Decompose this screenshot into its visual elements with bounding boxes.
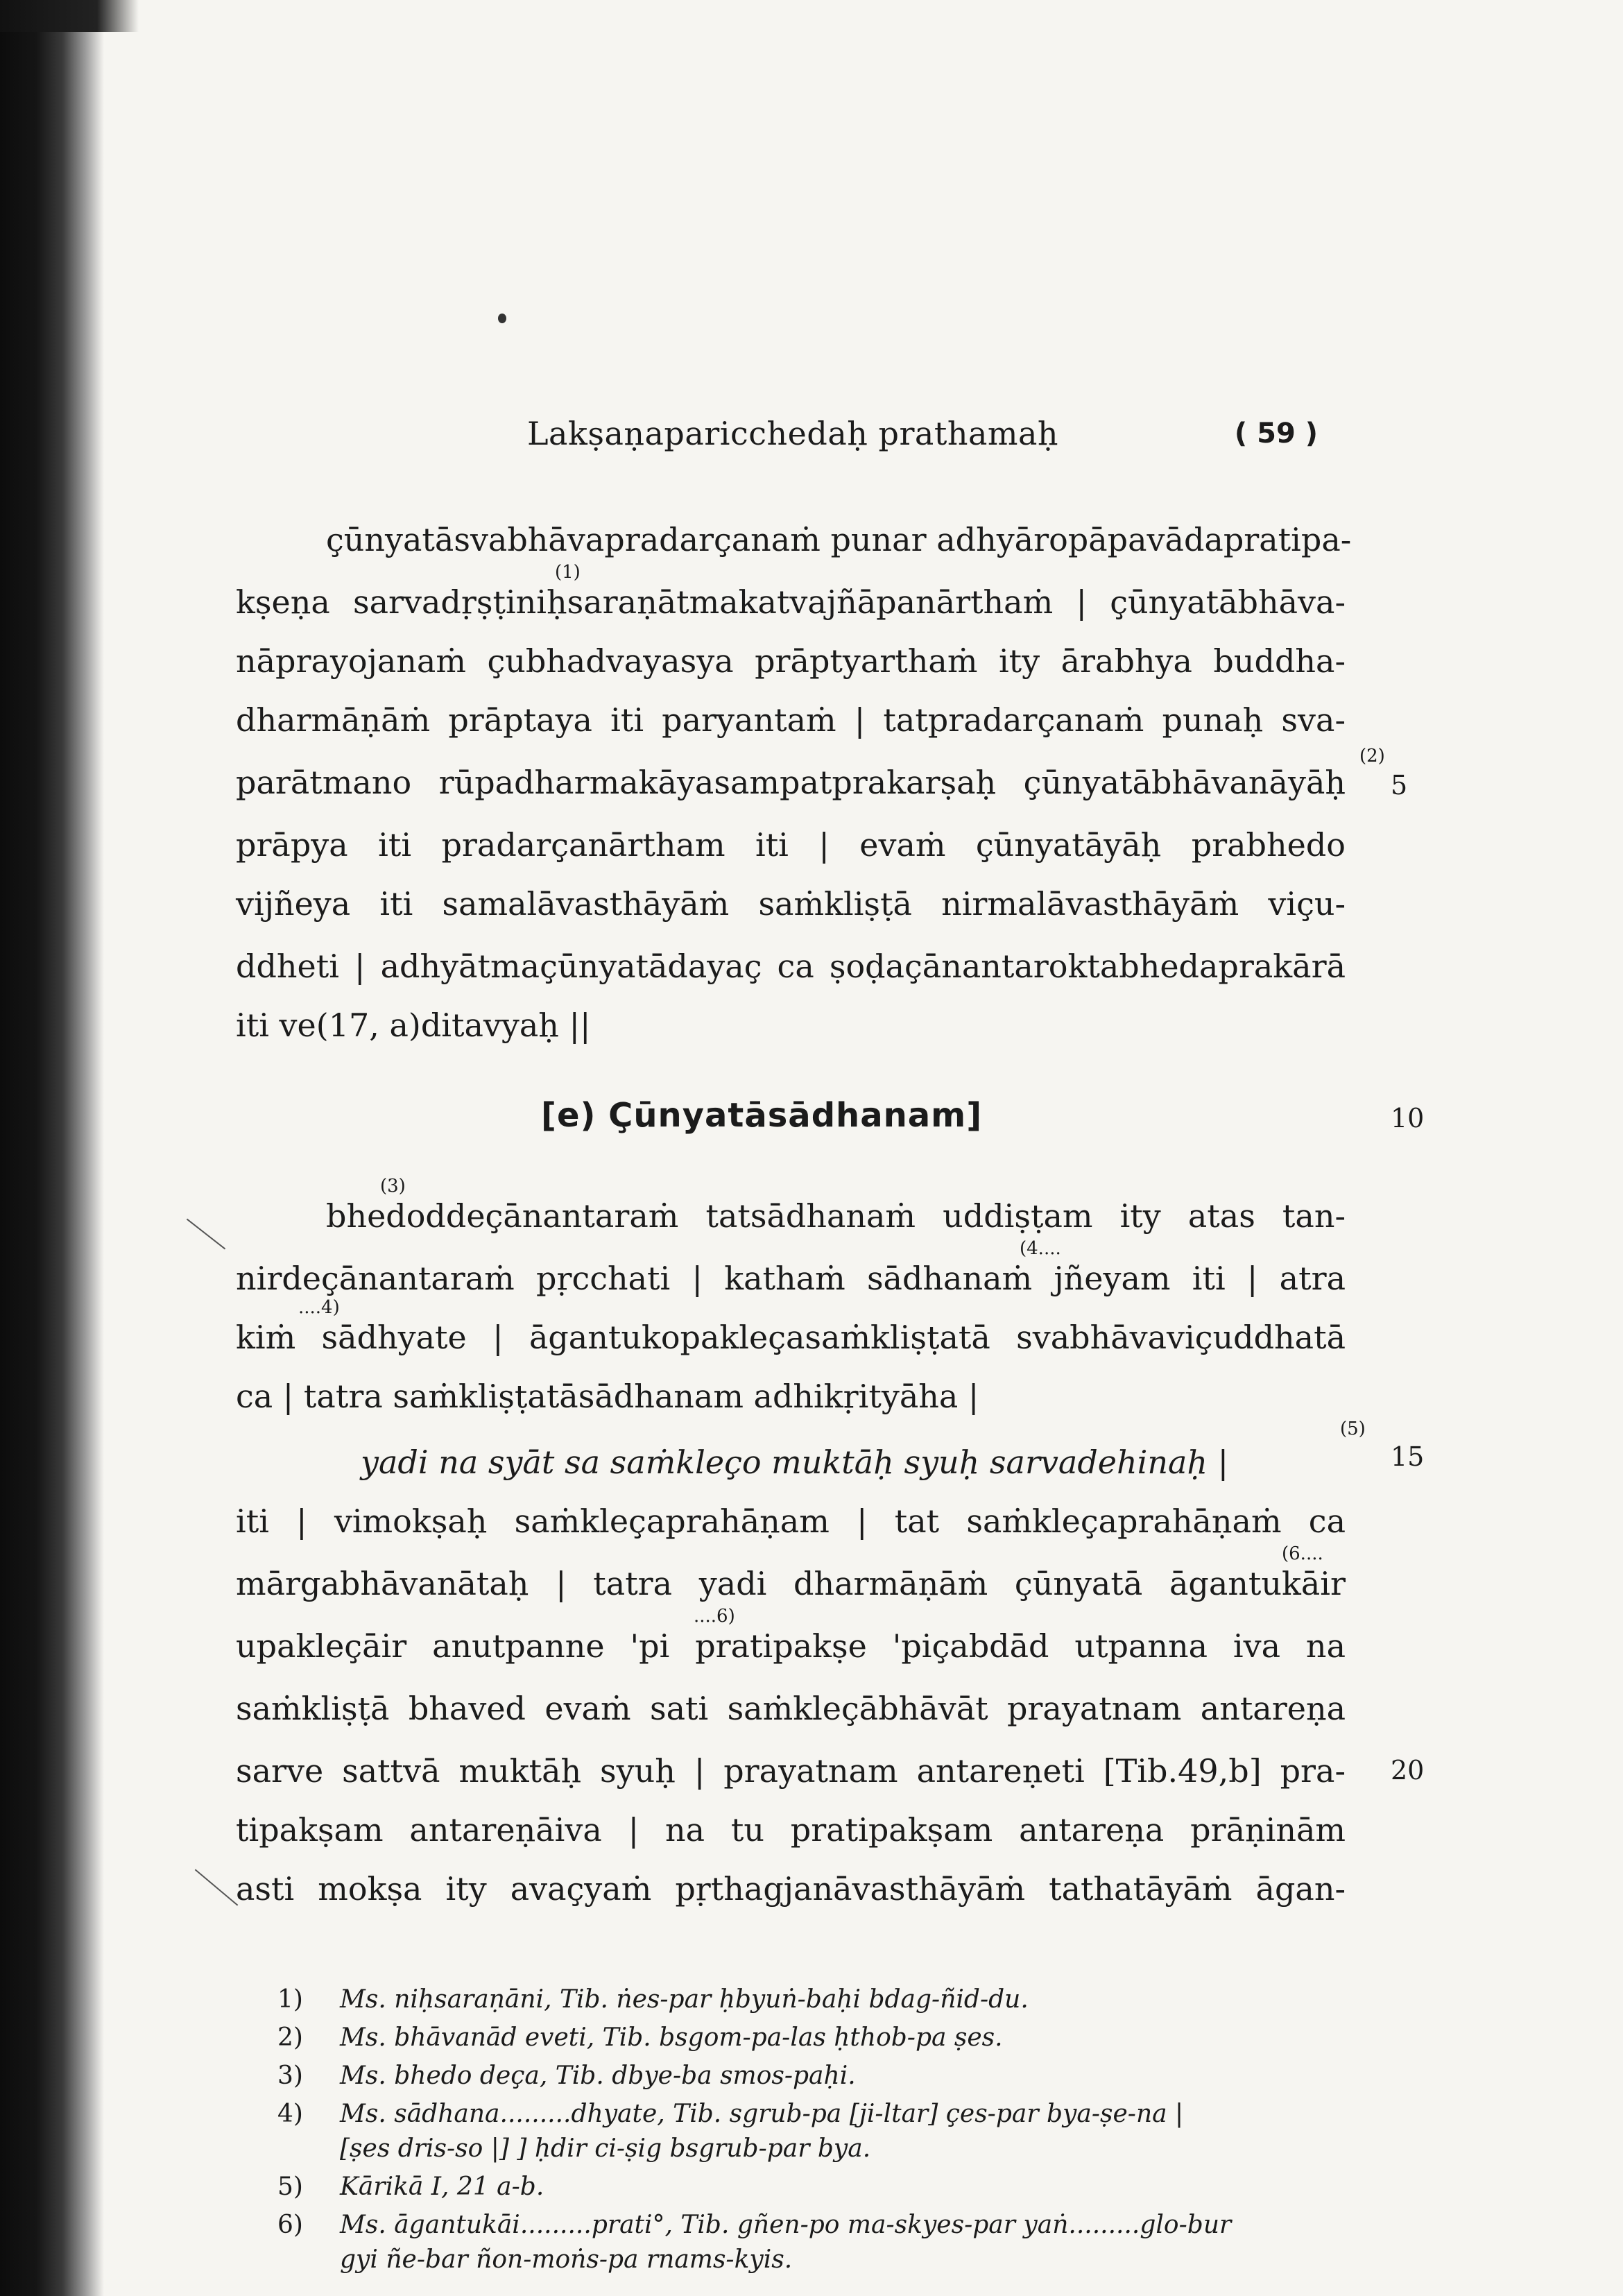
footnote-ref: ....4): [298, 1297, 340, 1318]
book-binding-shadow: [0, 0, 104, 2296]
text-line: iti | vimokṣaḥ saṁkleçaprahāṇam | tat saṁkleçaprahāṇaṁ ca: [236, 1502, 1346, 1540]
margin-pencil-mark: [187, 1219, 225, 1250]
footnote-ref: (2): [1359, 746, 1385, 766]
text-line: nirdeçānantaraṁ pṛcchati | kathaṁ sādhanaṁ jñeyam iti | atra: [236, 1260, 1346, 1297]
text-line: kṣeṇa sarvadṛṣṭiniḥsaraṇātmakatvajñāpanārthaṁ | çūnyatābhāva-: [236, 583, 1346, 621]
footnote: [277, 2025, 1359, 2050]
ink-spot: [498, 314, 506, 323]
footnote: [277, 2213, 1359, 2238]
footnote-number: 4): [277, 2100, 303, 2128]
verse-line: yadi na syāt sa saṁkleço muktāḥ syuḥ sarvadehinaḥ |: [361, 1443, 1229, 1481]
footnote-ref: ....6): [694, 1606, 735, 1627]
line-number-5: 5: [1391, 770, 1408, 800]
line-number-15: 15: [1391, 1441, 1425, 1472]
footnote-ref: (5): [1340, 1419, 1366, 1439]
running-title: Lakṣaṇaparicchedaḥ prathamaḥ: [527, 415, 1059, 452]
footnote-number: 2): [277, 2023, 303, 2052]
footnote-text: Ms. bhāvanād eveti, Tib. bsgom-pa-las ḥthob-pa ṣes.: [340, 2023, 1003, 2052]
text-line: ddheti | adhyātmaçūnyatādayaç ca ṣoḍaçānantaroktabhedaprakārā: [236, 948, 1346, 985]
text-line: saṁkliṣṭā bhaved evaṁ sati saṁkleçābhāvāt prayatnam antareṇa: [236, 1690, 1346, 1727]
text-line: iti ve(17, a)ditavyaḥ ||: [236, 1006, 591, 1044]
page-number: ( 59 ): [1234, 418, 1318, 449]
footnote-text: Ms. bhedo deça, Tib. dbye-ba smos-paḥi.: [340, 2062, 856, 2090]
footnote-number: 6): [277, 2211, 303, 2239]
footnote-ref: (4....: [1020, 1238, 1061, 1259]
footnote: [277, 2175, 1359, 2200]
footnote-ref: (6....: [1282, 1543, 1323, 1564]
footnote-text: [ṣes dris-so |] ] ḥdir ci-ṣig bsgrub-par bya.: [340, 2134, 871, 2163]
text-line: parātmano rūpadharmakāyasampatprakarṣaḥ çūnyatābhāvanāyāḥ: [236, 764, 1346, 801]
footnote-ref: (3): [380, 1176, 406, 1197]
line-number-20: 20: [1391, 1755, 1425, 1785]
footnote-number: 1): [277, 1985, 303, 2014]
text-line: çūnyatāsvabhāvapradarçanaṁ punar adhyāropāpavādapratipa-: [326, 521, 1352, 558]
text-line: prāpya iti pradarçanārtham iti | evaṁ çūnyatāyāḥ prabhedo: [236, 826, 1346, 864]
text-line: tipakṣam antareṇāiva | na tu pratipakṣam antareṇa prāṇinām: [236, 1811, 1346, 1849]
footnote-number: 5): [277, 2173, 303, 2201]
footnote-text: Ms. āgantukāi.........prati°, Tib. gñen-po ma-skyes-par yaṅ.........glo-bur: [340, 2211, 1232, 2239]
text-line: vijñeya iti samalāvasthāyāṁ saṁkliṣṭā nirmalāvasthāyāṁ viçu-: [236, 885, 1346, 923]
footnote-text: Ms. niḥsaraṇāni, Tib. ṅes-par ḥbyuṅ-baḥi bdag-ñid-du.: [340, 1985, 1029, 2014]
footnote: [277, 2102, 1359, 2127]
line-number-10: 10: [1391, 1103, 1425, 1133]
text-line: nāprayojanaṁ çubhadvayasya prāptyarthaṁ ity ārabhya buddha-: [236, 642, 1346, 680]
footnote-continuation: [340, 2136, 1359, 2161]
footnote-continuation: [340, 2247, 1359, 2272]
footnote: [277, 2064, 1359, 2089]
text-line: kiṁ sādhyate | āgantukopakleçasaṁkliṣṭatā svabhāvaviçuddhatā: [236, 1319, 1346, 1356]
text-line: asti mokṣa ity avaçyaṁ pṛthagjanāvasthāyāṁ tathatāyāṁ āgan-: [236, 1870, 1346, 1908]
footnote-number: 3): [277, 2062, 303, 2090]
text-line: upakleçāir anutpanne 'pi pratipakṣe 'piçabdād utpanna iva na: [236, 1627, 1346, 1665]
text-line: dharmāṇāṁ prāptaya iti paryantaṁ | tatpradarçanaṁ punaḥ sva-: [236, 701, 1346, 739]
text-line: bhedoddeçānantaraṁ tatsādhanaṁ uddiṣṭam ity atas tan-: [326, 1197, 1346, 1235]
page-header: [527, 415, 1318, 470]
footnote: [277, 1987, 1359, 2012]
footnote-text: Ms. sādhana.........dhyate, Tib. sgrub-pa [ji-ltar] çes-par bya-ṣe-na |: [340, 2100, 1184, 2128]
text-line: sarve sattvā muktāḥ syuḥ | prayatnam antareṇeti [Tib.49,b] pra-: [236, 1752, 1346, 1790]
footnote-ref: (1): [555, 562, 581, 583]
book-binding-top-shadow: [0, 0, 139, 32]
footnote-text: gyi ñe-bar ñon-moṅs-pa rnams-kyis.: [340, 2245, 793, 2274]
text-line: ca | tatra saṁkliṣṭatāsādhanam adhikṛityāha |: [236, 1378, 979, 1415]
text-line: mārgabhāvanātaḥ | tatra yadi dharmāṇāṁ çūnyatā āgantukāir: [236, 1565, 1346, 1602]
footnote-text: Kārikā I, 21 a-b.: [340, 2173, 544, 2201]
margin-pencil-mark: [195, 1869, 239, 1906]
section-heading: [e) Çūnyatāsādhanam]: [541, 1096, 983, 1135]
